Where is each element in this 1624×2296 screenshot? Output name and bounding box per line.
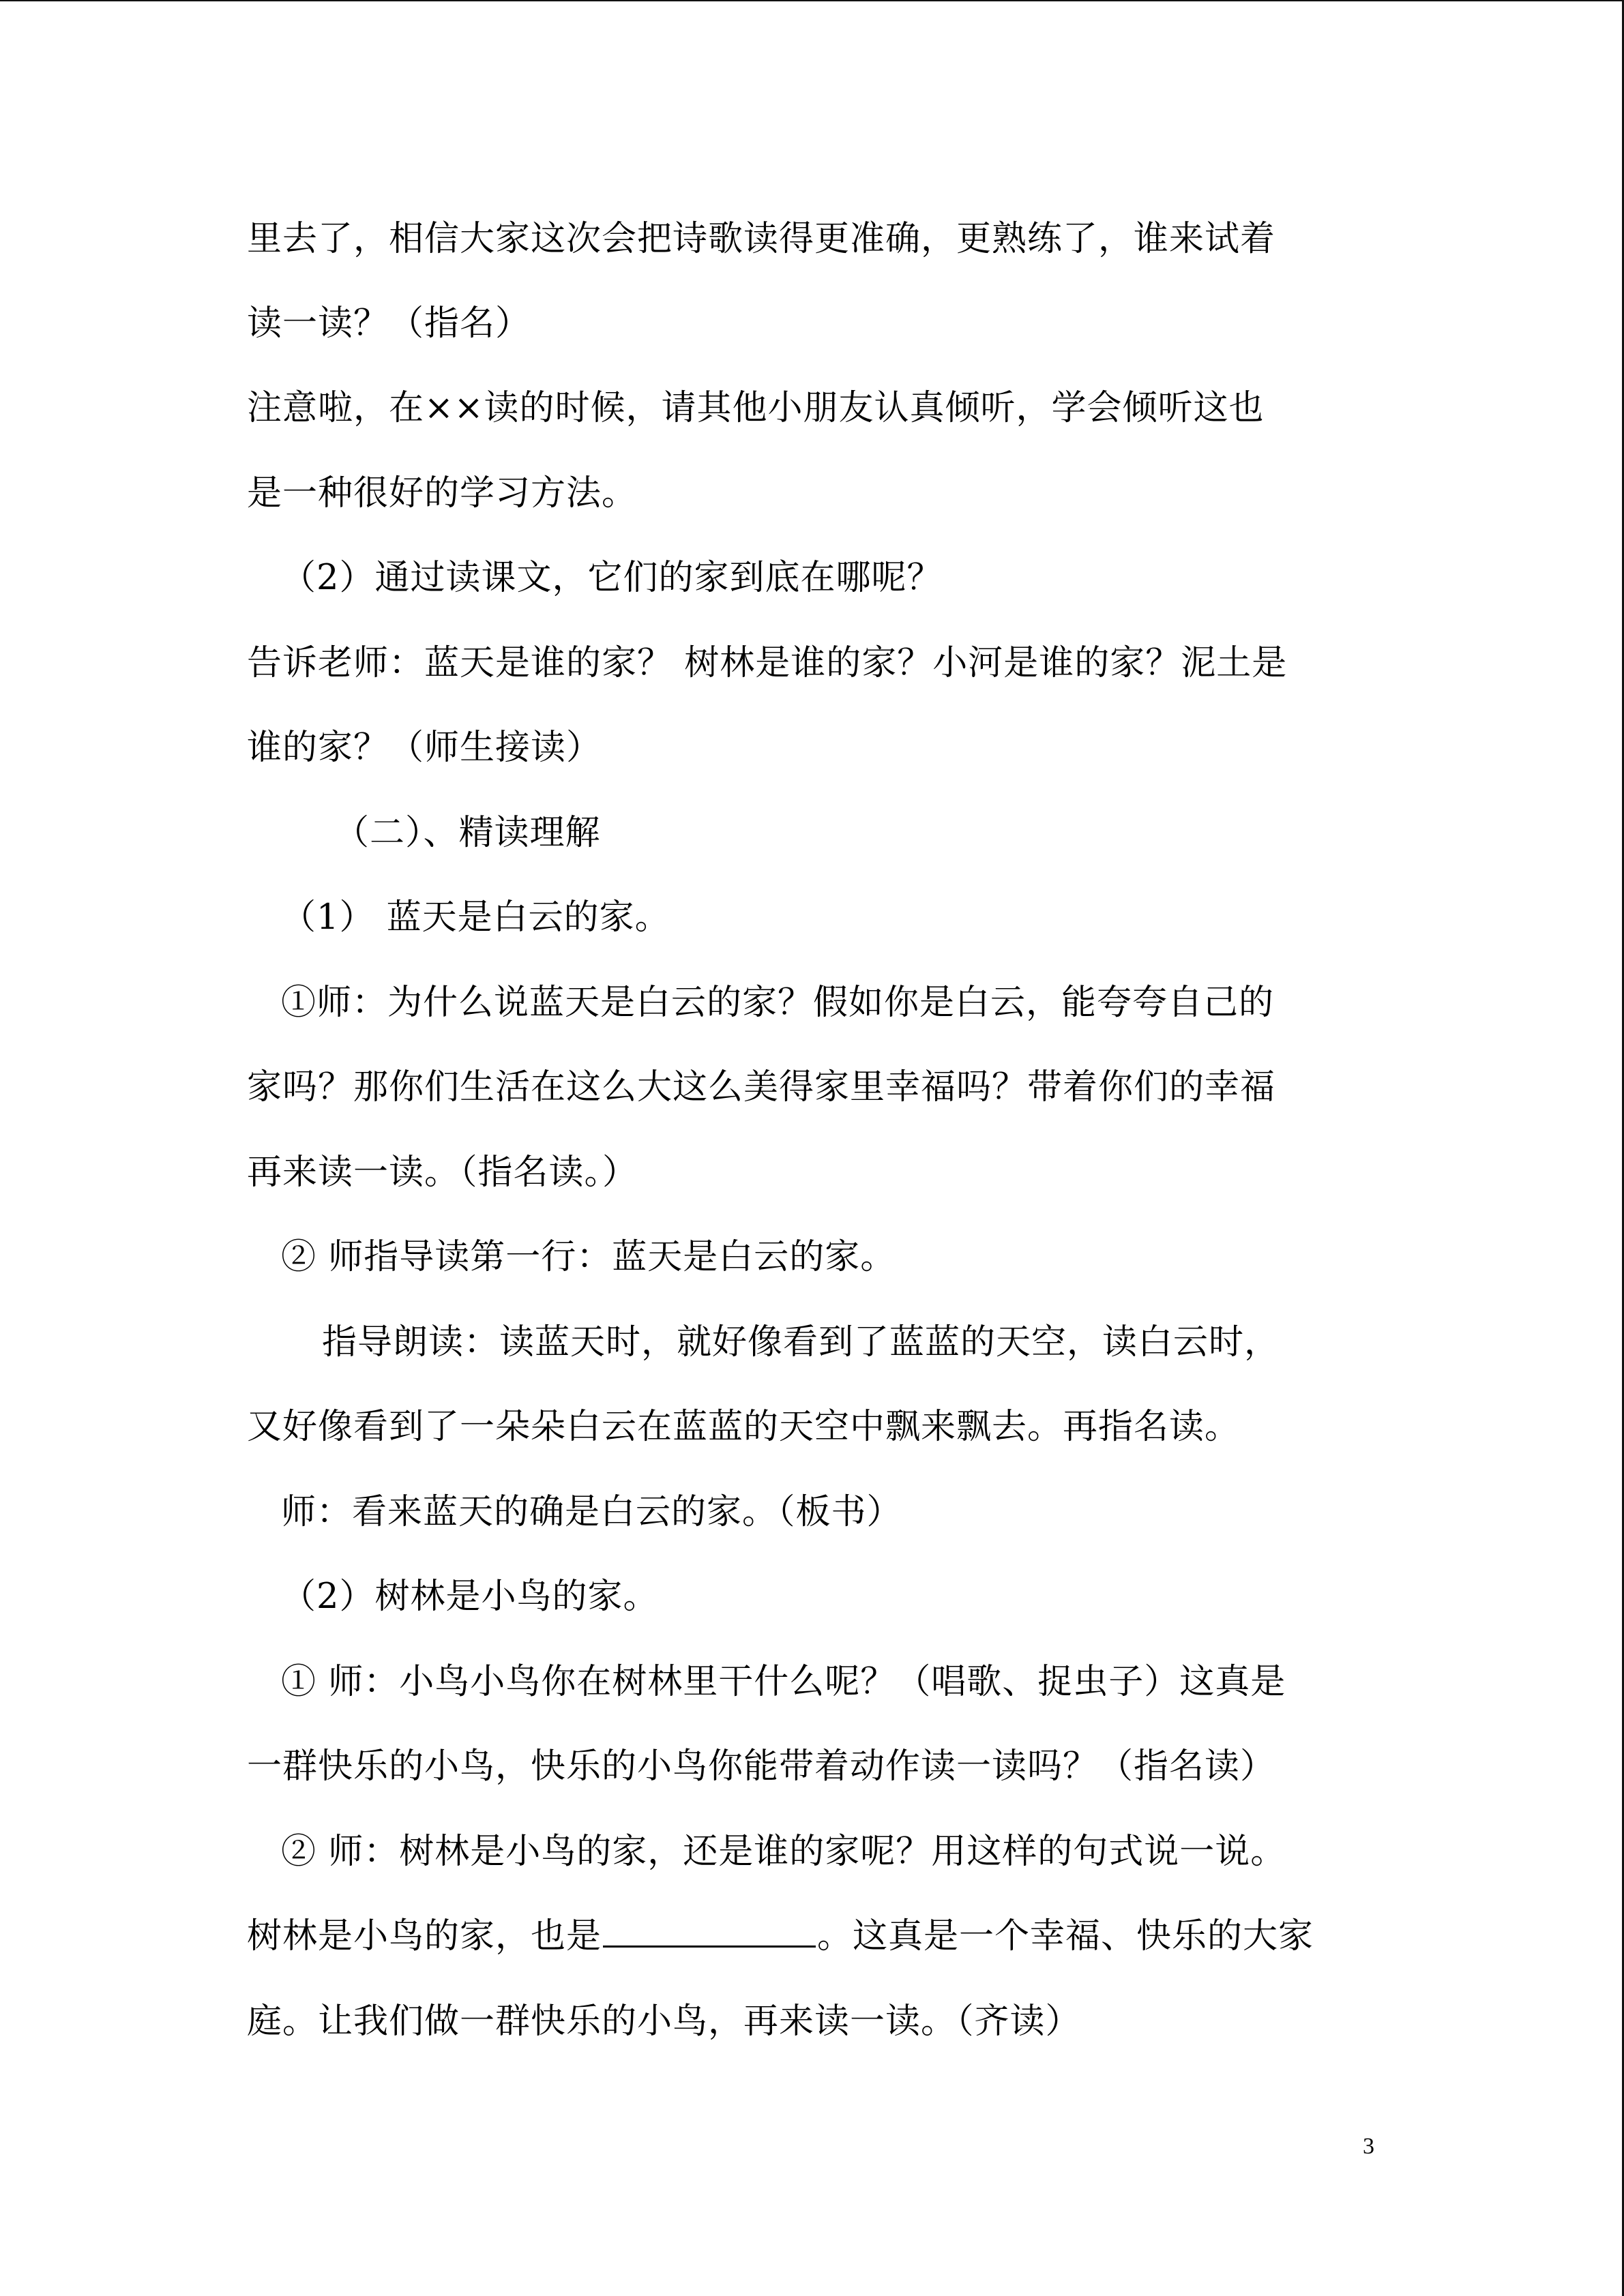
paragraph-line: 再来读一读。（指名读。） — [247, 1152, 638, 1193]
paragraph-line: ① 师：小鸟小鸟你在树林里干什么呢？（唱歌、捉虫子）这真是 — [281, 1662, 1286, 1702]
paragraph-line: 读一读？（指名） — [247, 303, 531, 344]
page-top-border — [0, 0, 1624, 1]
fill-in-blank — [603, 1918, 816, 1948]
paragraph-line: 又好像看到了一朵朵白云在蓝蓝的天空中飘来飘去。再指名读。 — [247, 1407, 1241, 1447]
paragraph-line: （2）通过读课文，它们的家到底在哪呢？ — [281, 558, 943, 598]
paragraph-line: ② 师：树林是小鸟的家，还是谁的家呢？用这样的句式说一说。 — [281, 1832, 1286, 1872]
section-heading: （二）、精读理解 — [334, 813, 601, 853]
paragraph-line: 是一种很好的学习方法。 — [247, 473, 638, 513]
paragraph-line: 庭。让我们做一群快乐的小鸟，再来读一读。（齐读） — [247, 2001, 1081, 2042]
paragraph-line: 注意啦，在××读的时候，请其他小朋友认真倾听，学会倾听这也 — [247, 388, 1265, 428]
paragraph-line: 师：看来蓝天的确是白云的家。（板书） — [281, 1492, 902, 1532]
paragraph-line: 谁的家？（师生接读） — [247, 728, 602, 768]
page-number: 3 — [1363, 2134, 1374, 2159]
paragraph-line: 里去了，相信大家这次会把诗歌读得更准确，更熟练了，谁来试着 — [247, 219, 1276, 259]
fill-in-blank-line — [247, 1915, 1314, 1958]
subsection-heading: （2）树林是小鸟的家。 — [281, 1577, 659, 1617]
fill-line-after: 。这真是一个幸福、快乐的大家 — [817, 1916, 1314, 1956]
paragraph-line: 告诉老师：蓝天是谁的家？ 树林是谁的家？小河是谁的家？泥土是 — [247, 643, 1288, 683]
paragraph-line: ①师：为什么说蓝天是白云的家？假如你是白云，能夸夸自己的 — [281, 983, 1275, 1023]
paragraph-line: ② 师指导读第一行：蓝天是白云的家。 — [281, 1237, 896, 1277]
paragraph-line: 指导朗读：读蓝天时，就好像看到了蓝蓝的天空，读白云时， — [322, 1322, 1280, 1362]
fill-line-before: 树林是小鸟的家，也是 — [247, 1916, 602, 1956]
paragraph-line: 一群快乐的小鸟，快乐的小鸟你能带着动作读一读吗？（指名读） — [247, 1746, 1276, 1787]
subsection-heading: （1） 蓝天是白云的家。 — [281, 897, 670, 938]
paragraph-line: 家吗？那你们生活在这么大这么美得家里幸福吗？带着你们的幸福 — [247, 1067, 1276, 1107]
